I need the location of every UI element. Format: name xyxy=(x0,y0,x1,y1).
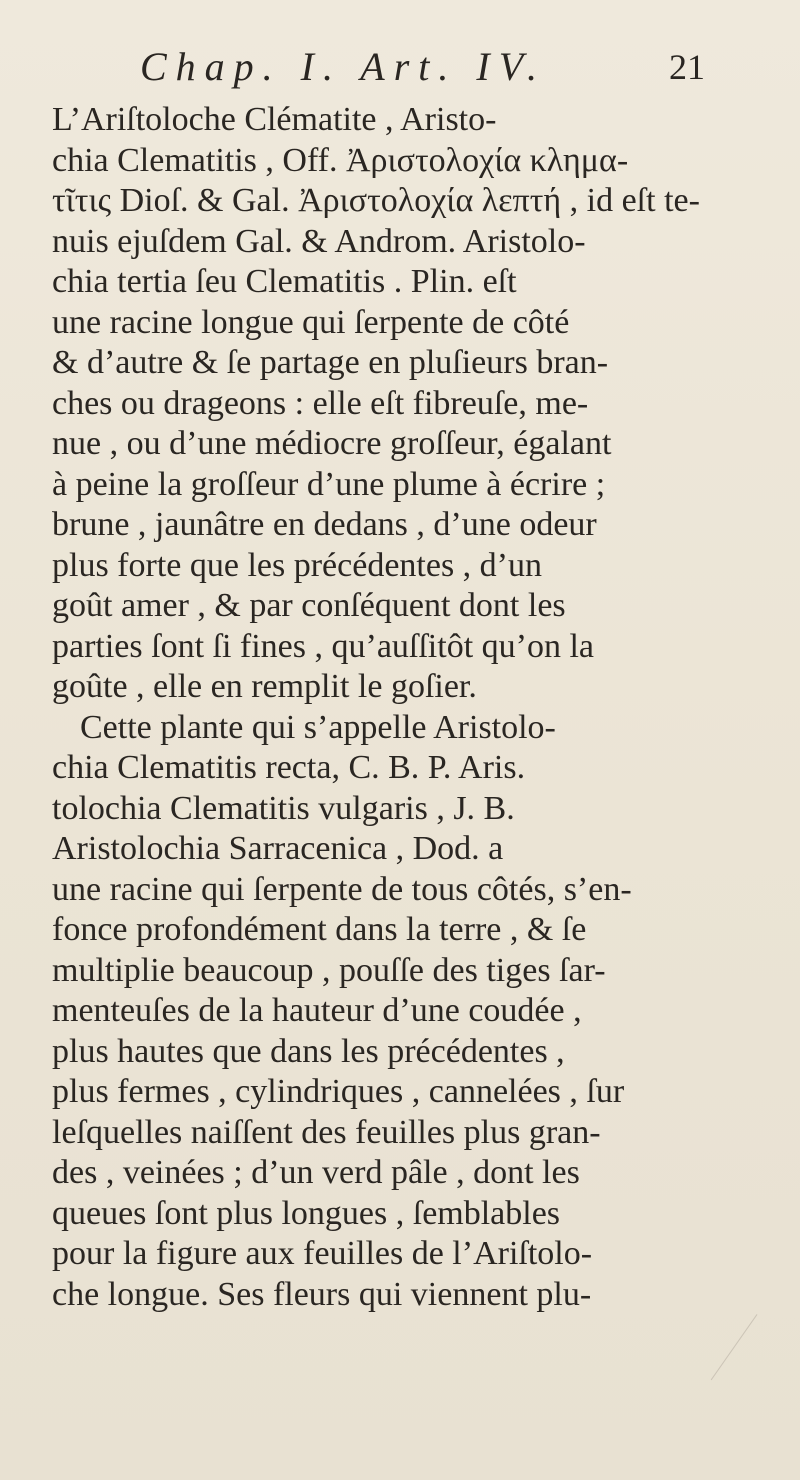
text-line: plus hautes que dans les précédentes , xyxy=(52,1032,565,1070)
text-line: une racine qui ſerpente de tous côtés, s’en- xyxy=(52,870,632,908)
text-line: goût amer , & par conſéquent dont les xyxy=(52,587,566,624)
text-line: nue , ou d’une médiocre groſſeur, égalant xyxy=(52,425,612,462)
text-line: che longue. Ses fleurs qui viennent plu- xyxy=(52,1275,592,1313)
text-line: à peine la groſſeur d’une plume à écrire ; xyxy=(52,465,606,503)
text-line: une racine longue qui ſerpente de côté xyxy=(52,303,570,341)
text-line: chia tertia ſeu Clematitis . Plin. eſt xyxy=(52,263,517,300)
text-line: tolochia Clematitis vulgaris , J. B. xyxy=(52,789,515,827)
text-line: plus forte que les précédentes , d’un xyxy=(52,546,542,584)
text-line: Cette plante qui s’appelle Aristolo- xyxy=(80,708,556,746)
text-line: multiplie beaucoup , pouſſe des tiges ſar- xyxy=(52,951,606,989)
running-head: Chap. I. Art. IV. xyxy=(140,44,546,89)
text-line: brune , jaunâtre en dedans , d’une odeur xyxy=(52,506,597,543)
text-line: queues ſont plus longues , ſemblables xyxy=(52,1194,561,1232)
text-line: plus fermes , cylindriques , cannelées , ſur xyxy=(52,1073,625,1110)
text-line: Aristolochia Sarracenica , Dod. a xyxy=(52,830,504,867)
text-line: nuis ejuſdem Gal. & Androm. Aristolo- xyxy=(52,222,586,260)
text-line: goûte , elle en remplit le goſier. xyxy=(52,668,477,705)
text-line: τῖτις Dioſ. & Gal. Ἀριστολοχία λεπτή , id eſt te- xyxy=(52,182,700,219)
text-line: ches ou drageons : elle eſt fibreuſe, me- xyxy=(52,384,589,422)
text-line: menteuſes de la hauteur d’une coudée , xyxy=(52,992,582,1029)
text-line: des , veinées ; d’un verd pâle , dont les xyxy=(52,1154,580,1191)
text-line: chia Clematitis , Off. Ἀριστολοχία κλημα- xyxy=(52,141,629,179)
text-line: L’Ariſtoloche Clématite , Aristo- xyxy=(52,101,497,138)
page-header xyxy=(140,40,705,94)
text-line: leſquelles naiſſent des feuilles plus gran- xyxy=(52,1113,601,1151)
text-line: parties ſont ſi fines , qu’auſſitôt qu’on la xyxy=(52,627,595,665)
text-line: & d’autre & ſe partage en pluſieurs bran- xyxy=(52,344,609,381)
text-line: fonce profondément dans la terre , & ſe xyxy=(52,911,587,948)
body-text xyxy=(52,100,752,1315)
page-number: 21 xyxy=(669,47,705,87)
text-line: pour la figure aux feuilles de l’Ariſtolo- xyxy=(52,1235,593,1272)
text-line: chia Clematitis recta, C. B. P. Aris. xyxy=(52,749,526,786)
